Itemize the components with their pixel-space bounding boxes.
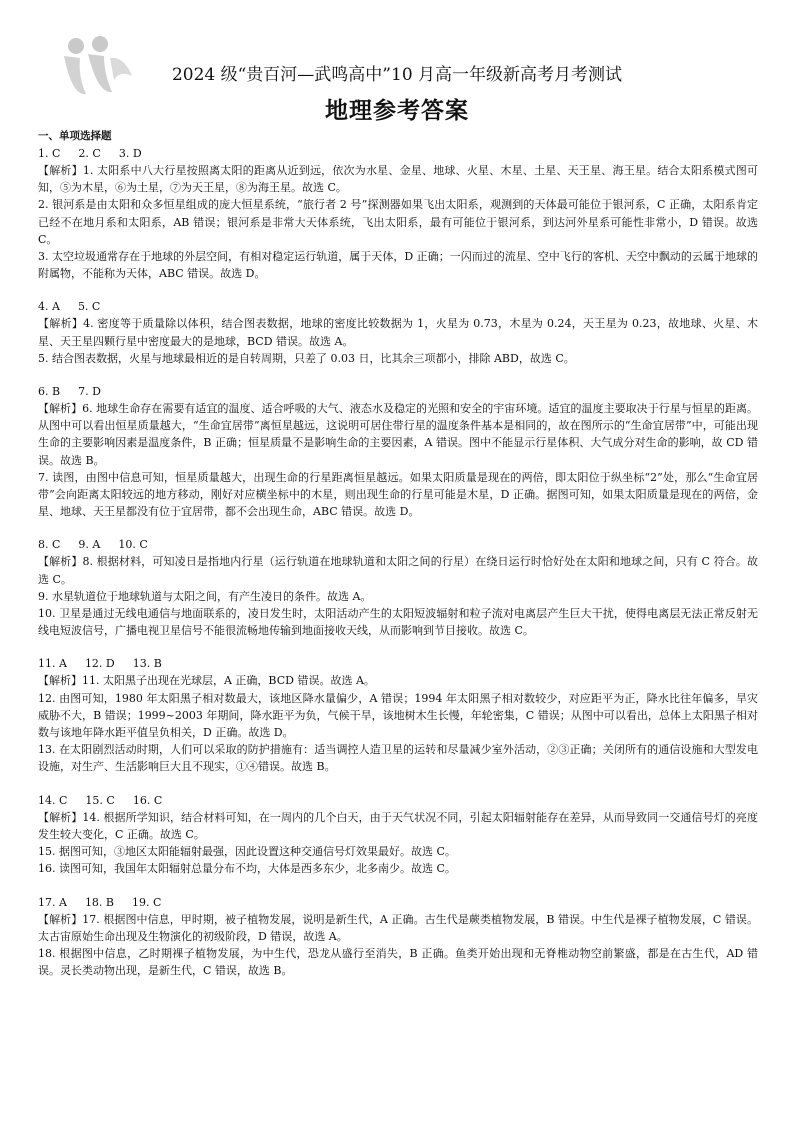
section-title: 一、单项选择题 [38,130,112,142]
question-group [38,536,758,639]
answer-key: 13. B [132,657,162,671]
explanation-paragraph: 3. 太空垃圾通常存在于地球的外层空间，有相对稳定运行轨道，属于天体，D 正确；一闪而过的流星、空中飞行的客机、天空中飘动的云属于地球的附属物，不能称为天体，ABC 错误。故选 D。 [38,250,758,281]
answer-key: 18. B [84,895,115,909]
explanation-paragraph: 【解析】11. 太阳黑子出现在光球层，A 正确，BCD 错误。故选 A。 [38,674,375,688]
question-group [38,383,758,520]
answer-key-row [38,536,758,553]
answer-key: 15. C [85,793,115,807]
answer-key: 6. B [38,385,61,399]
explanation-paragraph: 【解析】4. 密度等于质量除以体积，结合图表数据，地球的密度比较数据为 1，火星为 0.73，木星为 0.24，天王星为 0.23，故地球、火星、木星、天王星四颗行星中密度最大的是地球，BCD 错误。故选 A。 [38,317,758,348]
answer-key-row [38,655,758,672]
explanation-paragraph: 【解析】6. 地球生命存在需要有适宜的温度、适合呼吸的大气、液态水及稳定的光照和安全的宇宙环境。适宜的温度主要取决于行星与恒星的距离。从图中可以看出恒星质量越大，“生命宜居带”离恒星越远，这说明可居住带行星的温度条件基本是相同的，故在图所示的“生命宜居带”中，可能出现生命的主要影响因素是温度条件，B 正确；恒星质量不是影响生命的主要因素，A 错误。图中不能显示行星体积、大气成分对生命的影响，故 CD 错误。故选 B。 [38,402,758,467]
explanation-paragraph: 2. 银河系是由太阳和众多恒星组成的庞大恒星系统，“旅行者 2 号”探测器如果飞出太阳系，观测到的天体最可能位于银河系，C 正确，太阳系肯定已经不在地月系和太阳系，AB 错误；银河系是非常大天体系统，飞出太阳系，最有可能位于银河系，到达河外星系可能性非常小，D 错误。故选 C。 [38,198,758,246]
answer-key: 9. A [78,538,101,552]
answer-key: 10. C [118,538,148,552]
question-group [38,298,758,367]
answer-key: 16. C [132,793,163,807]
explanation-paragraph: 【解析】8. 根据材料，可知凌日是指地内行星（运行轨道在地球轨道和太阳之间的行星）在绕日运行时恰好处在太阳和地球之间，只有 C 符合。故选 C。 [38,555,758,586]
answer-key: 19. C [132,895,162,909]
answer-key: 12. D [84,657,115,671]
answer-key: 17. A [38,895,67,909]
question-group [38,792,758,878]
explanation-paragraph: 【解析】17. 根据图中信息，甲时期，被子植物发展，说明是新生代，A 正确。古生代是蕨类植物发展，B 错误。中生代是裸子植物发展，C 错误。太古宙原始生命出现及生物演化的初级阶段，D 错误，故选 A。 [38,912,758,943]
answer-key-row [38,792,758,809]
explanation-paragraph: 9. 水星轨道位于地球轨道与太阳之间，有产生凌日的条件。故选 A。 [38,589,372,603]
explanation-paragraph: 12. 由图可知，1980 年太阳黑子相对数最大，该地区降水量偏少，A 错误；1994 年太阳黑子相对数较少，对应距平为正，降水比往年偏多，旱灾威胁不大，B 错误；1999~2003 年期间，降水距平为负，气候干旱，该地树木生长慢，年轮密集，C 错误；从图中可以看出，总体上太阳黑子相对数与该地年降水距平值呈负相关，D 正确。故选 D。 [38,691,758,740]
explanation-paragraph: 18. 根据图中信息，乙时期裸子植物发展，为中生代，恐龙从盛行至消失，B 正确。鱼类开始出现和无脊椎动物空前繁盛，都是在古生代，AD 错误。灵长类动物出现，是新生代，C 错误，故选 B。 [38,946,758,978]
exam-title: 2024 级“贵百河—武鸣高中”10 月高一年级新高考月考测试 [171,65,623,85]
answer-key: 2. C [78,147,101,160]
question-group [38,894,758,980]
answer-key: 7. D [78,385,101,399]
answer-key: 1. C [38,147,61,160]
answer-key: 4. A [38,300,60,314]
answer-key: 5. C [77,300,101,314]
question-group [38,145,758,282]
explanation-paragraph: 5. 结合图表数据，火星与地球最相近的是自转周期，只差了 0.03 日，比其余三项都小，排除 ABD，故选 C。 [38,351,575,365]
answer-key-row [38,298,758,315]
answer-key-row [38,145,758,162]
answer-key-row [38,894,758,911]
answer-blocks [38,145,758,979]
answer-key: 11. A [38,657,67,671]
explanation-paragraph: 【解析】14. 根据所学知识，结合材料可知，在一周内的几个白天，由于天气状况不同，引起太阳辐射能存在差异，从而导致同一交通信号灯的亮度发生较大变化，C 正确。故选 C。 [38,810,758,841]
explanation-paragraph: 10. 卫星是通过无线电通信与地面联系的，凌日发生时，太阳活动产生的太阳短波辐射和粒子流对电离层产生巨大干扰，使得电离层无法正常反射无线电短波信号，广播电视卫星信号不能很流畅地传输到地面接收天线，从而影响到节目接收。故选 C。 [38,607,758,638]
answer-key-row [38,383,758,400]
answer-key: 14. C [38,793,68,807]
answer-key: 8. C [38,538,61,552]
explanation-paragraph: 15. 据图可知，③地区太阳能辐射最强，因此设置这种交通信号灯效果最好。故选 C。 [38,845,456,859]
answer-key: 3. D [118,147,142,160]
question-group [38,655,758,775]
explanation-paragraph: 7. 读图，由图中信息可知，恒星质量越大，出现生命的行星距离恒星越远。如果太阳质量是现在的两倍，即太阳位于纵坐标“2”处，那么“生命宜居带”会向距离太阳较远的地方移动，刚好对应横坐标中的木星，则出现生命的行星可能是木星，D 正确。据图可知，如果太阳质量是现在的两倍，金星、地球、天王星都没有位于宜居带，都不会出现生命，ABC 错误。故选 D。 [38,470,758,519]
explanation-paragraph: 【解析】1. 太阳系中八大行星按照离太阳的距离从近到远，依次为水星、金星、地球、火星、木星、土星、天王星、海王星。结合太阳系模式图可知，⑤为木星，⑥为土星，⑦为天王星，⑧为海王星。故选 C。 [38,164,758,195]
explanation-paragraph: 13. 在太阳剧烈活动时期，人们可以采取的防护措施有：适当调控人造卫星的运转和尽量减少室外活动，②③正确；关闭所有的通信设施和大型发电设施，对生产、生活影响巨大且不现实，①④错误。故选 B。 [38,743,758,774]
answer-content [38,128,758,979]
explanation-paragraph: 16. 读图可知，我国年太阳辐射总量分布不均，大体是西多东少，北多南少。故选 C。 [38,862,456,876]
document-title: 地理参考答案 [325,98,469,124]
